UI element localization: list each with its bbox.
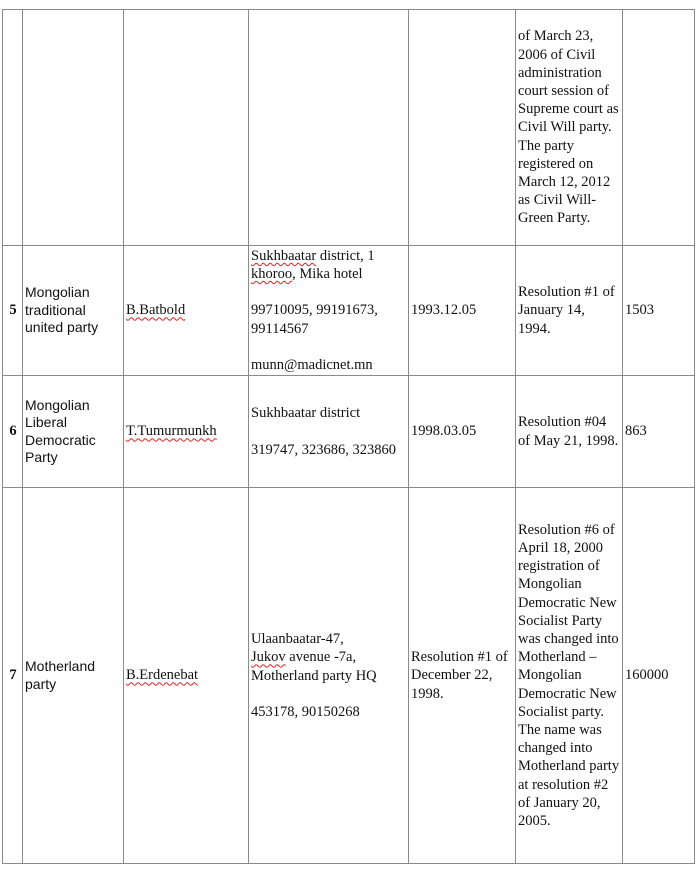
address-line: Sukhbaatar district [251, 405, 361, 422]
party-name: Mongolian Liberal Democratic Party [23, 376, 124, 488]
phone-numbers: 319747, 323686, 323860 [251, 441, 396, 458]
table-row [3, 376, 695, 488]
registration-status: Resolution #1 of January 14, 1994. [516, 246, 623, 376]
status-text: of March 23, 2006 of Civil administration court session of Supreme court as Civil Will party. The party registered on March 12, 2012 as Civil Will-Green Party. [518, 28, 619, 227]
members-cell [623, 10, 695, 246]
row-number: 5 [3, 246, 23, 376]
address-line: Sukhbaatar district, 1 khoroo, Mika hotel [251, 247, 375, 283]
registration-date-cell [409, 10, 516, 246]
leader-name: B.Batbold [124, 246, 249, 376]
address-cell [249, 10, 409, 246]
leader-cell [124, 10, 249, 246]
table-row [3, 246, 695, 376]
phone-numbers: 99710095, 99191673, 99114567 [251, 302, 378, 337]
address-line: Jukov avenue -7a, [251, 649, 357, 666]
row-number: 7 [3, 488, 23, 864]
address-cell [249, 376, 409, 488]
party-name: Motherland party [23, 488, 124, 864]
leader-name: B.Erdenebat [124, 488, 249, 864]
registration-status: Resolution #6 of April 18, 2000 registration of Mongolian Democratic New Socialist Party was changed into Motherland – Mongolian Democratic New Socialist party. The name was changed into Motherland party at resolution #2 of January 20, 2005. [516, 488, 623, 864]
registration-status-cell [516, 10, 623, 246]
row-number: 6 [3, 376, 23, 488]
table-row-continuation [3, 10, 695, 246]
address-line: Motherland party HQ [251, 667, 377, 684]
member-count: 1503 [623, 246, 695, 376]
member-count: 863 [623, 376, 695, 488]
registration-status: Resolution #04 of May 21, 1998. [516, 376, 623, 488]
member-count: 160000 [623, 488, 695, 864]
leader-name: T.Tumurmunkh [124, 376, 249, 488]
party-name-cell [23, 10, 124, 246]
phone-numbers: 453178, 90150268 [251, 703, 360, 720]
registration-date: 1998.03.05 [409, 376, 516, 488]
table-row [3, 488, 695, 864]
address-line: Ulaanbaatar-47, [251, 631, 344, 648]
party-name: Mongolian traditional united party [23, 246, 124, 376]
address-cell [249, 246, 409, 376]
address-cell [249, 488, 409, 864]
party-registry-table [2, 9, 695, 864]
email-address: munn@madicnet.mn [251, 356, 373, 373]
registration-date: 1993.12.05 [409, 246, 516, 376]
number-cell [3, 10, 23, 246]
registration-date: Resolution #1 of December 22, 1998. [409, 488, 516, 864]
